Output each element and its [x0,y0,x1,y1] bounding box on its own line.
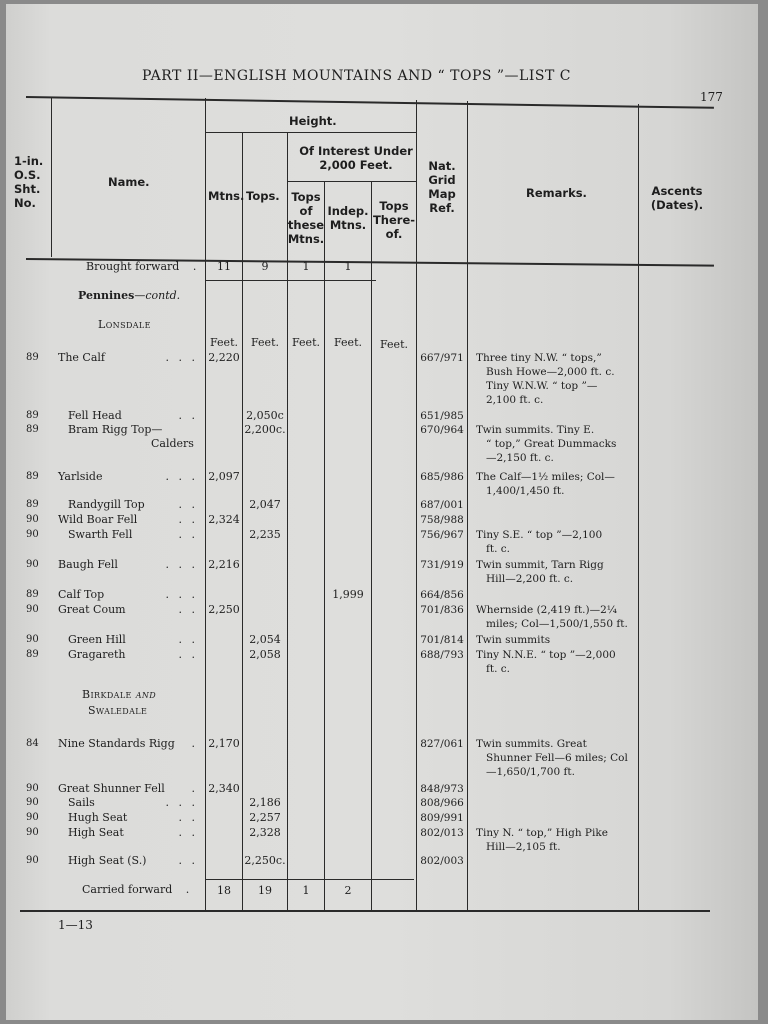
unit-tops-thereof: Feet. [380,338,408,351]
row-name: High Seat [68,826,124,839]
row-grid-ref: 685/986 [420,471,464,483]
row-remark-line: Tiny N. “ top,” High Pike [476,827,608,839]
col-rule-remarks [638,104,639,910]
col-head-thereof: Tops There- of. [372,199,416,241]
row-tops-height: 2,235 [249,528,281,541]
row-name: Swarth Fell [68,528,133,541]
carried-forward-rule [206,879,414,880]
col-rule-tops-of [324,182,325,910]
row-sheet-number: 89 [26,410,39,421]
row-name: Bram Rigg Top— [68,423,163,436]
col-rule-ref [467,101,468,910]
row-name: Yarlside [58,470,103,483]
col-head-ascents: Ascents (Dates). [650,184,704,212]
row-grid-ref: 664/856 [420,589,464,601]
row-sheet-number: 89 [26,499,39,510]
row-grid-ref: 701/836 [420,604,464,616]
row-sheet-number: 89 [26,424,39,435]
row-leader-dots: . . . [165,796,198,809]
row-name: Great Coum [58,603,126,616]
row-remark-line: The Calf—1½ miles; Col— [476,471,615,483]
carried-forward-tops-of: 1 [302,884,310,897]
row-grid-ref: 731/919 [420,559,464,571]
row-name: Wild Boar Fell [58,513,138,526]
row-remark-line: —2,150 ft. c. [486,452,554,464]
carried-forward-label: Carried forward . [82,883,190,896]
row-name: Fell Head [68,409,122,422]
row-remark-line: Three tiny N.W. “ tops,” [476,352,602,364]
row-mtns-height: 2,250 [208,603,240,616]
row-remark-line: Twin summits. Tiny E. [476,424,595,436]
row-sheet-number: 89 [26,471,39,482]
row-sheet-number: 90 [26,797,39,808]
row-tops-height: 2,250c. [244,854,286,867]
col-rule-mtns [242,133,243,910]
row-sheet-number: 89 [26,649,39,660]
row-sheet-number: 90 [26,634,39,645]
row-leader-dots: . . [178,513,198,526]
col-head-tops: Tops. [246,189,280,203]
row-name-cont: Calders [151,437,194,450]
book-page [6,4,758,1020]
row-leader-dots: . . [178,409,198,422]
height-group-rule [206,132,416,133]
row-mtns-height: 2,340 [208,782,240,795]
col-head-interest: Of Interest Under 2,000 Feet. [299,144,413,172]
row-sheet-number: 90 [26,604,39,615]
row-leader-dots: . . . [165,588,198,601]
carried-forward-tops: 19 [258,884,272,897]
row-leader-dots: . . [178,603,198,616]
row-grid-ref: 670/964 [420,424,464,436]
row-remark-line: ft. c. [486,543,510,555]
col-head-mtns: Mtns. [208,189,245,203]
col-head-indep: Indep. Mtns. [327,204,369,232]
row-remark-line: —1,650/1,700 ft. [486,766,575,778]
row-tops-height: 2,050c [246,409,284,422]
row-grid-ref: 701/814 [420,634,464,646]
row-sheet-number: 89 [26,589,39,600]
row-grid-ref: 667/971 [420,352,464,364]
row-grid-ref: 827/061 [420,738,464,750]
row-sheet-number: 90 [26,514,39,525]
row-leader-dots: . [191,737,198,750]
row-leader-dots: . [191,782,198,795]
row-grid-ref: 802/013 [420,827,464,839]
col-rule-tops [287,133,288,910]
page-number: 177 [700,90,723,104]
row-tops-height: 2,186 [249,796,281,809]
row-remark-line: Twin summits. Great [476,738,587,750]
col-rule-indep [371,182,372,910]
col-head-height: Height. [289,114,337,128]
row-remark-line: Tiny N.N.E. “ top ”—2,000 [476,649,616,661]
row-name: Gragareth [68,648,126,661]
row-remark-line: 1,400/1,450 ft. [486,485,565,497]
row-leader-dots: . . . [165,558,198,571]
unit-tops-of: Feet. [292,336,320,349]
row-grid-ref: 688/793 [420,649,464,661]
row-remark-line: Hill—2,200 ft. c. [486,573,574,585]
row-remark-line: Whernside (2,419 ft.)—2¼ [476,604,617,616]
row-sheet-number: 90 [26,783,39,794]
row-remark-line: Tiny S.E. “ top ”—2,100 [476,529,603,541]
row-leader-dots: . . [178,826,198,839]
section-swaledale: Swaledale [88,704,148,717]
page-title: PART II—ENGLISH MOUNTAINS AND “ TOPS ”—LIST C [142,68,571,84]
row-sheet-number: 90 [26,812,39,823]
row-name: Green Hill [68,633,126,646]
row-grid-ref: 758/988 [420,514,464,526]
row-grid-ref: 756/967 [420,529,464,541]
row-remark-line: 2,100 ft. c. [486,394,544,406]
row-leader-dots: . . [178,854,198,867]
row-tops-height: 2,200c. [244,423,286,436]
row-remark-line: Twin summit, Tarn Rigg [476,559,604,571]
row-tops-height: 2,058 [249,648,281,661]
brought-forward-mtns: 11 [217,260,231,273]
row-remark-line: “ top,” Great Dummacks [486,438,617,450]
col-head-remarks: Remarks. [526,186,587,200]
row-grid-ref: 809/991 [420,812,464,824]
row-name: The Calf [58,351,105,364]
row-sheet-number: 84 [26,738,39,749]
carried-forward-indep: 2 [344,884,352,897]
row-grid-ref: 848/973 [420,783,464,795]
row-leader-dots: . . . [165,351,198,364]
row-tops-height: 2,257 [249,811,281,824]
row-remark-line: Bush Howe—2,000 ft. c. [486,366,615,378]
row-sheet-number: 90 [26,529,39,540]
row-tops-height: 2,047 [249,498,281,511]
table-top-rule [26,96,714,109]
row-name: Nine Standards Rigg [58,737,175,750]
col-head-tops-of: Tops of these Mtns. [287,190,325,246]
row-grid-ref: 802/003 [420,855,464,867]
row-name: Randygill Top [68,498,145,511]
row-grid-ref: 687/001 [420,499,464,511]
brought-forward-rule [206,280,376,281]
row-remark-line: Twin summits [476,634,551,646]
row-name: Hugh Seat [68,811,128,824]
section-lonsdale: Lonsdale [98,318,151,331]
col-rule-sheet [51,97,52,257]
row-name: High Seat (S.) [68,854,147,867]
row-name: Great Shunner Fell [58,782,165,795]
section-pennines: Pennines—contd. [78,289,181,302]
row-mtns-height: 2,220 [208,351,240,364]
signature-mark: 1—13 [58,918,93,932]
unit-indep: Feet. [334,336,362,349]
brought-forward-label: Brought forward . [86,260,197,273]
row-leader-dots: . . [178,528,198,541]
unit-tops: Feet. [251,336,279,349]
row-remark-line: Hill—2,105 ft. [486,841,561,853]
row-mtns-height: 2,216 [208,558,240,571]
row-remark-line: Shunner Fell—6 miles; Col [486,752,628,764]
row-remark-line: ft. c. [486,663,510,675]
row-tops-height: 2,328 [249,826,281,839]
row-name: Baugh Fell [58,558,118,571]
col-head-name: Name. [108,175,150,189]
row-mtns-height: 2,324 [208,513,240,526]
row-mtns-height: 2,170 [208,737,240,750]
row-leader-dots: . . . [165,470,198,483]
section-birkdale: Birkdale and [82,688,157,701]
table-bottom-rule [20,910,710,912]
row-grid-ref: 651/985 [420,410,464,422]
row-remark-line: miles; Col—1,500/1,550 ft. [486,618,628,630]
brought-forward-indep: 1 [344,260,352,273]
interest-group-rule [288,181,416,182]
row-name: Calf Top [58,588,105,601]
unit-mtns: Feet. [210,336,238,349]
row-grid-ref: 808/966 [420,797,464,809]
row-name: Sails [68,796,95,809]
row-leader-dots: . . [178,633,198,646]
row-remark-line: Tiny W.N.W. “ top ”— [486,380,598,392]
row-indep-height: 1,999 [332,588,364,601]
row-sheet-number: 90 [26,827,39,838]
row-sheet-number: 90 [26,855,39,866]
row-sheet-number: 90 [26,559,39,570]
row-leader-dots: . . [178,811,198,824]
row-mtns-height: 2,097 [208,470,240,483]
row-leader-dots: . . [178,498,198,511]
row-tops-height: 2,054 [249,633,281,646]
col-head-os-sheet: 1-in. O.S. Sht. No. [14,154,44,210]
brought-forward-tops: 9 [261,260,269,273]
row-sheet-number: 89 [26,352,39,363]
brought-forward-tops-of: 1 [302,260,310,273]
carried-forward-mtns: 18 [217,884,231,897]
col-head-grid-ref: Nat. Grid Map Ref. [428,159,456,215]
row-leader-dots: . . [178,648,198,661]
